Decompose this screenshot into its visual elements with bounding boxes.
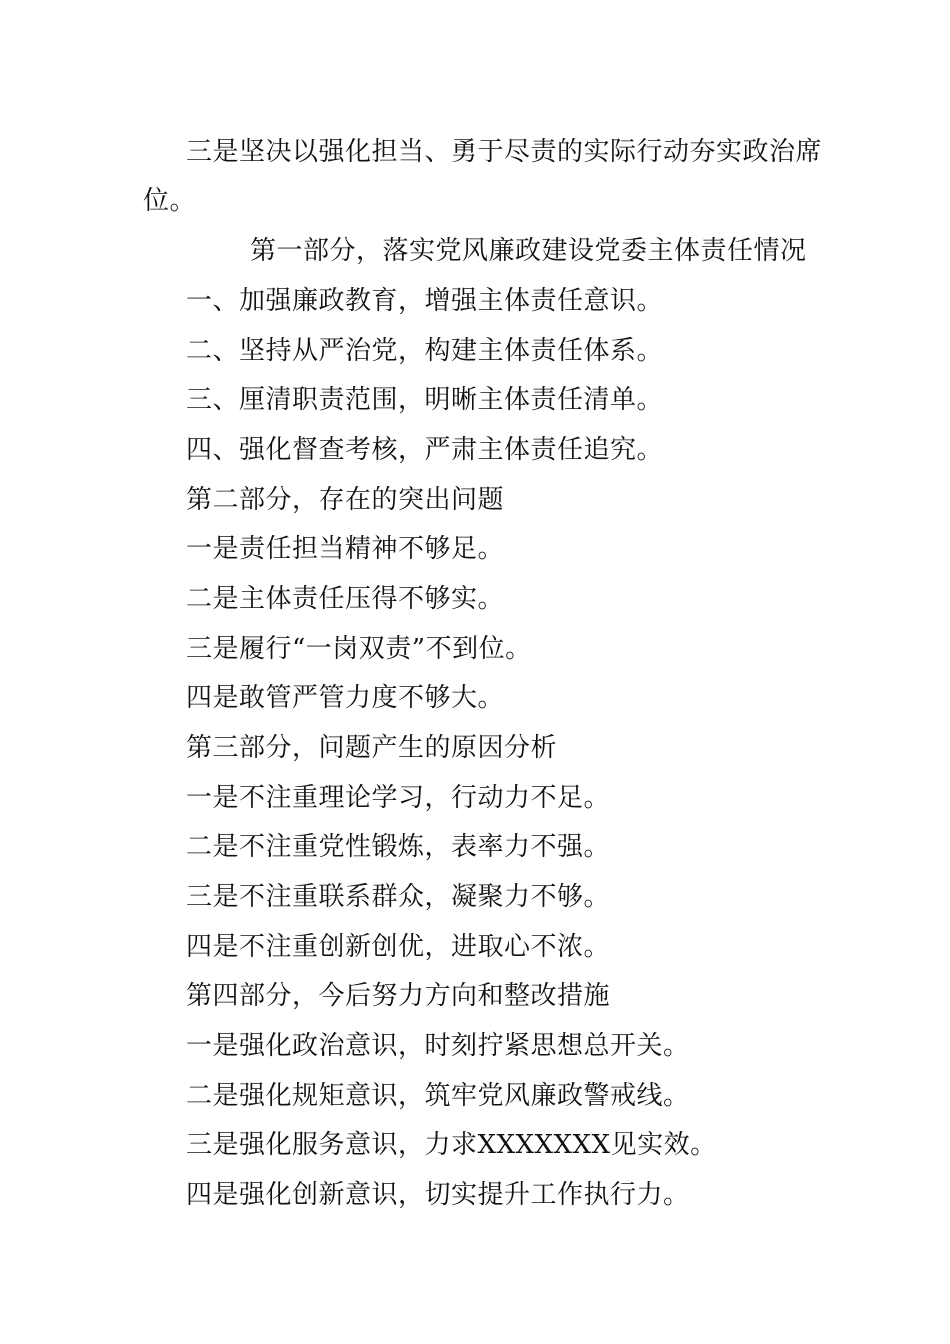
part4-item-3: 三是强化服务意识，力求XXXXXXX见实效。	[186, 1130, 717, 1160]
intro-paragraph-line-1: 三是坚决以强化担当、勇于尽责的实际行动夯实政治席	[186, 137, 823, 167]
part2-heading: 第二部分，存在的突出问题	[186, 485, 505, 515]
part3-item-2: 二是不注重党性锻炼，表率力不强。	[186, 832, 611, 862]
part1-item-4: 四、强化督查考核，严肃主体责任追究。	[186, 435, 664, 465]
part3-item-1: 一是不注重理论学习，行动力不足。	[186, 783, 611, 813]
part1-item-3: 三、厘清职责范围，明晰主体责任清单。	[186, 385, 664, 415]
part2-item-1: 一是责任担当精神不够足。	[186, 534, 505, 564]
part4-item-4: 四是强化创新意识，切实提升工作执行力。	[186, 1180, 690, 1210]
part3-item-3: 三是不注重联系群众，凝聚力不够。	[186, 882, 611, 912]
part3-heading: 第三部分，问题产生的原因分析	[186, 733, 558, 763]
part2-item-2: 二是主体责任压得不够实。	[186, 584, 505, 614]
part2-item-3: 三是履行“一岗双责”不到位。	[186, 634, 532, 664]
part1-heading: 第一部分，落实党风廉政建设党委主体责任情况	[250, 236, 807, 266]
part3-item-4: 四是不注重创新创优，进取心不浓。	[186, 932, 611, 962]
part1-item-2: 二、坚持从严治党，构建主体责任体系。	[186, 336, 664, 366]
part1-item-1: 一、加强廉政教育，增强主体责任意识。	[186, 286, 664, 316]
part2-item-4: 四是敢管严管力度不够大。	[186, 683, 505, 713]
part4-item-2: 二是强化规矩意识，筑牢党风廉政警戒线。	[186, 1081, 690, 1111]
part4-item-1: 一是强化政治意识，时刻拧紧思想总开关。	[186, 1031, 690, 1061]
intro-paragraph-line-2: 位。	[143, 186, 197, 216]
part4-heading: 第四部分，今后努力方向和整改措施	[186, 981, 611, 1011]
